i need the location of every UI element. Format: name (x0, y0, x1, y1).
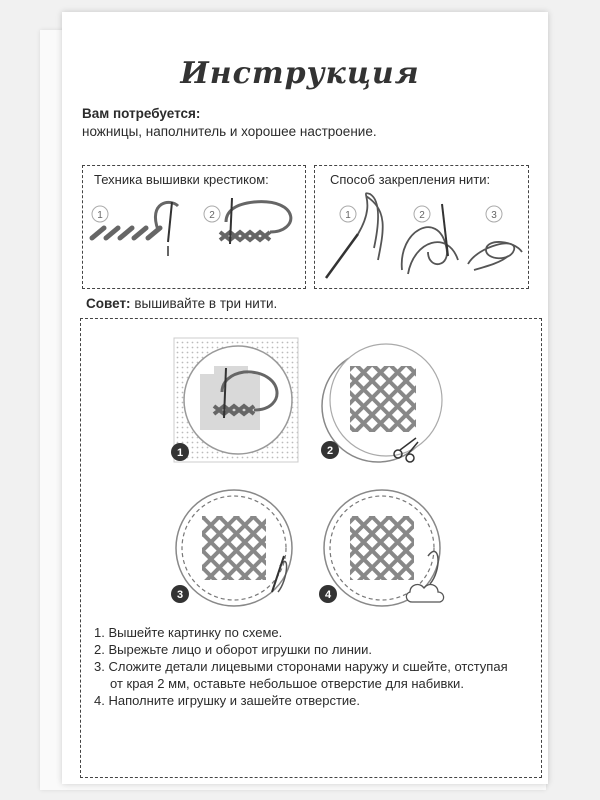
advice-text: вышивайте в три нити. (130, 296, 278, 311)
step-2-marker (204, 206, 220, 222)
svg-text:2: 2 (419, 210, 425, 221)
needs-heading: Вам потребуется: (82, 106, 201, 121)
svg-text:2: 2 (326, 445, 334, 457)
instruction-steps (94, 624, 534, 709)
step-3-marker (486, 206, 502, 222)
figure-4 (319, 490, 444, 606)
thread-caption: Способ закрепления нити: (330, 172, 491, 187)
stuffing-cloud-icon (406, 585, 443, 602)
technique-caption: Техника вышивки крестиком: (94, 172, 269, 187)
cross-stitch-illustration (86, 192, 300, 282)
thread-fixing-illustration (318, 190, 524, 284)
advice-line (86, 296, 277, 311)
advice-label: Совет: (86, 296, 131, 311)
svg-text:2: 2 (209, 210, 215, 221)
svg-text:1: 1 (97, 210, 103, 221)
step-2-marker (414, 206, 430, 222)
instruction-item: от края 2 мм, оставьте небольшое отверстие для набивки. (110, 676, 464, 691)
instruction-item: 2. Вырежьте лицо и оборот игрушки по линии. (94, 642, 373, 657)
figure-2 (321, 344, 442, 462)
svg-text:3: 3 (491, 210, 497, 221)
thread-knot-3 (468, 242, 522, 270)
svg-text:1: 1 (176, 447, 184, 459)
step-1-marker (340, 206, 356, 222)
step-1-marker (92, 206, 108, 222)
svg-text:1: 1 (345, 210, 351, 221)
instruction-item: 1. Вышейте картинку по схеме. (94, 625, 283, 640)
stitch-row-2 (220, 198, 291, 244)
figure-1 (171, 338, 298, 462)
instruction-item: 4. Наполните игрушку и зашейте отверстие. (94, 693, 361, 708)
figure-3 (171, 490, 292, 606)
svg-text:4: 4 (324, 589, 332, 601)
assembly-illustrations (160, 330, 460, 620)
svg-text:3: 3 (176, 589, 184, 601)
page-title: Инструкция (180, 56, 420, 91)
instruction-item: 3. Сложите детали лицевыми сторонами наружу и сшейте, отступая (94, 659, 508, 674)
needs-text: ножницы, наполнитель и хорошее настроение. (82, 124, 377, 139)
needle-icon (326, 193, 383, 278)
needle-icon (168, 202, 172, 256)
